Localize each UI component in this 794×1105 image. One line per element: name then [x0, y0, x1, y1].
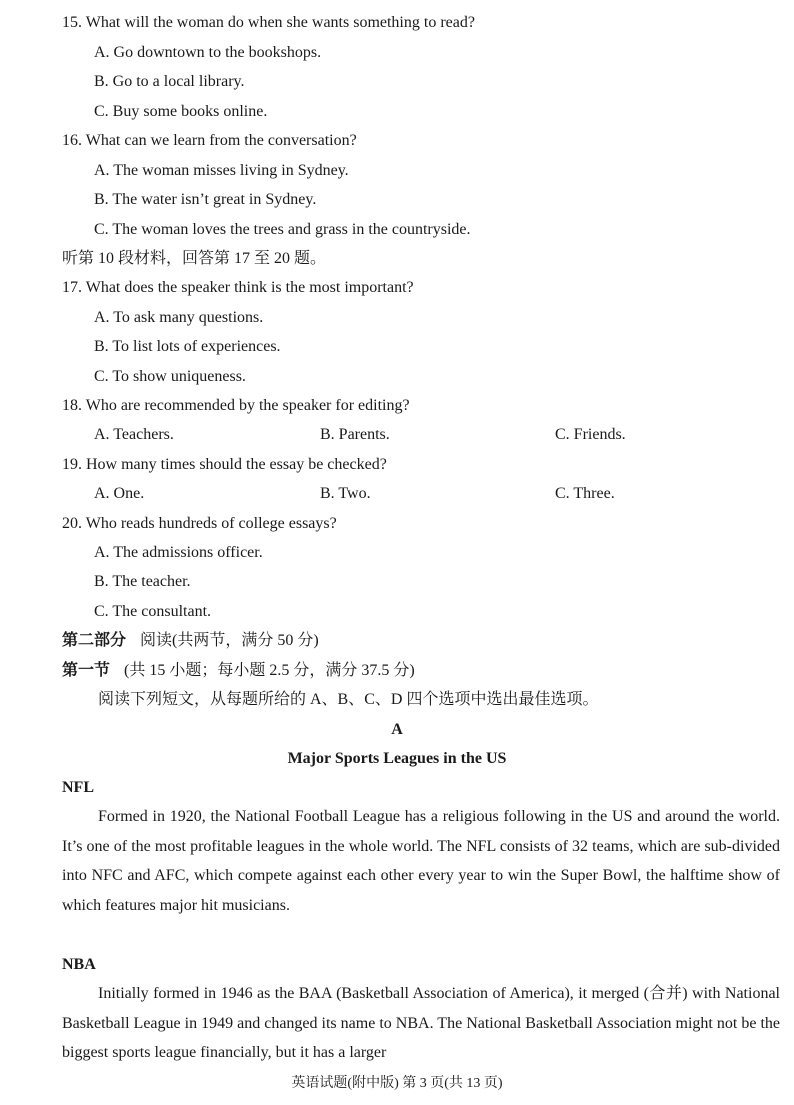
question-16-stem: 16. What can we learn from the conversation?: [62, 132, 357, 149]
section1-heading-row: [62, 661, 415, 681]
question-17-option-b: B. To list lots of experiences.: [94, 338, 281, 355]
question-16-option-a: A. The woman misses living in Sydney.: [94, 162, 349, 179]
question-20-option-c: C. The consultant.: [94, 603, 212, 620]
question-16-option-b: B. The water isn’t great in Sydney.: [94, 191, 317, 208]
part2-heading-row: [62, 631, 319, 651]
question-18-option-c: C. Friends.: [555, 426, 626, 443]
question-18-stem: 18. Who are recommended by the speaker for editing?: [62, 397, 410, 414]
question-20-option-a: A. The admissions officer.: [94, 544, 263, 561]
question-18-option-b: B. Parents.: [320, 426, 390, 443]
question-15-stem: 15. What will the woman do when she wants something to read?: [62, 14, 475, 31]
question-20-option-b: B. The teacher.: [94, 573, 191, 590]
passage-title: Major Sports Leagues in the US: [287, 750, 507, 767]
section1-heading: 第一节: [62, 662, 111, 679]
nba-paragraph: Initially formed in 1946 as the BAA (Basketball Association of America), it merged (合并) with National Basketball League in 1949 and changed its name to NBA. The National Basketball Association might not be the biggest sports league financially, but it has a larger: [62, 985, 780, 1061]
question-19-stem: 19. How many times should the essay be checked?: [62, 456, 387, 473]
question-17-option-c: C. To show uniqueness.: [94, 368, 246, 385]
question-17-stem: 17. What does the speaker think is the most important?: [62, 279, 414, 296]
reading-direction: 阅读下列短文，从每题所给的 A、B、C、D 四个选项中选出最佳选项。: [98, 691, 599, 708]
question-15-option-c: C. Buy some books online.: [94, 103, 268, 120]
listening-instruction: 听第 10 段材料，回答第 17 至 20 题。: [62, 250, 327, 267]
question-17-option-a: A. To ask many questions.: [94, 309, 264, 326]
question-19-option-c: C. Three.: [555, 485, 615, 502]
question-15-option-b: B. Go to a local library.: [94, 73, 245, 90]
question-18-option-a: A. Teachers.: [94, 426, 174, 443]
part2-heading-detail: 阅读(共两节，满分 50 分): [140, 632, 319, 649]
nfl-heading: NFL: [62, 779, 94, 796]
question-19-option-b: B. Two.: [320, 485, 371, 502]
nfl-paragraph: Formed in 1920, the National Football League has a religious following in the US and around the world. It’s one of the most profitable leagues in the whole world. The NFL consists of 32 teams, which are sub-divided into NFC and AFC, which compete against each other every year to win the Super Bowl, the halftime show of which features major hit musicians.: [62, 808, 780, 914]
question-20-stem: 20. Who reads hundreds of college essays?: [62, 515, 337, 532]
section1-heading-detail: (共 15 小题；每小题 2.5 分，满分 37.5 分): [124, 662, 415, 679]
question-19-option-a: A. One.: [94, 485, 145, 502]
page-footer: 英语试题(附中版) 第 3 页(共 13 页): [291, 1076, 503, 1091]
passage-letter: A: [391, 721, 403, 738]
nba-heading: NBA: [62, 956, 96, 973]
question-16-option-c: C. The woman loves the trees and grass in the countryside.: [94, 221, 471, 238]
question-15-option-a: A. Go downtown to the bookshops.: [94, 44, 322, 61]
part2-heading: 第二部分: [62, 632, 127, 649]
